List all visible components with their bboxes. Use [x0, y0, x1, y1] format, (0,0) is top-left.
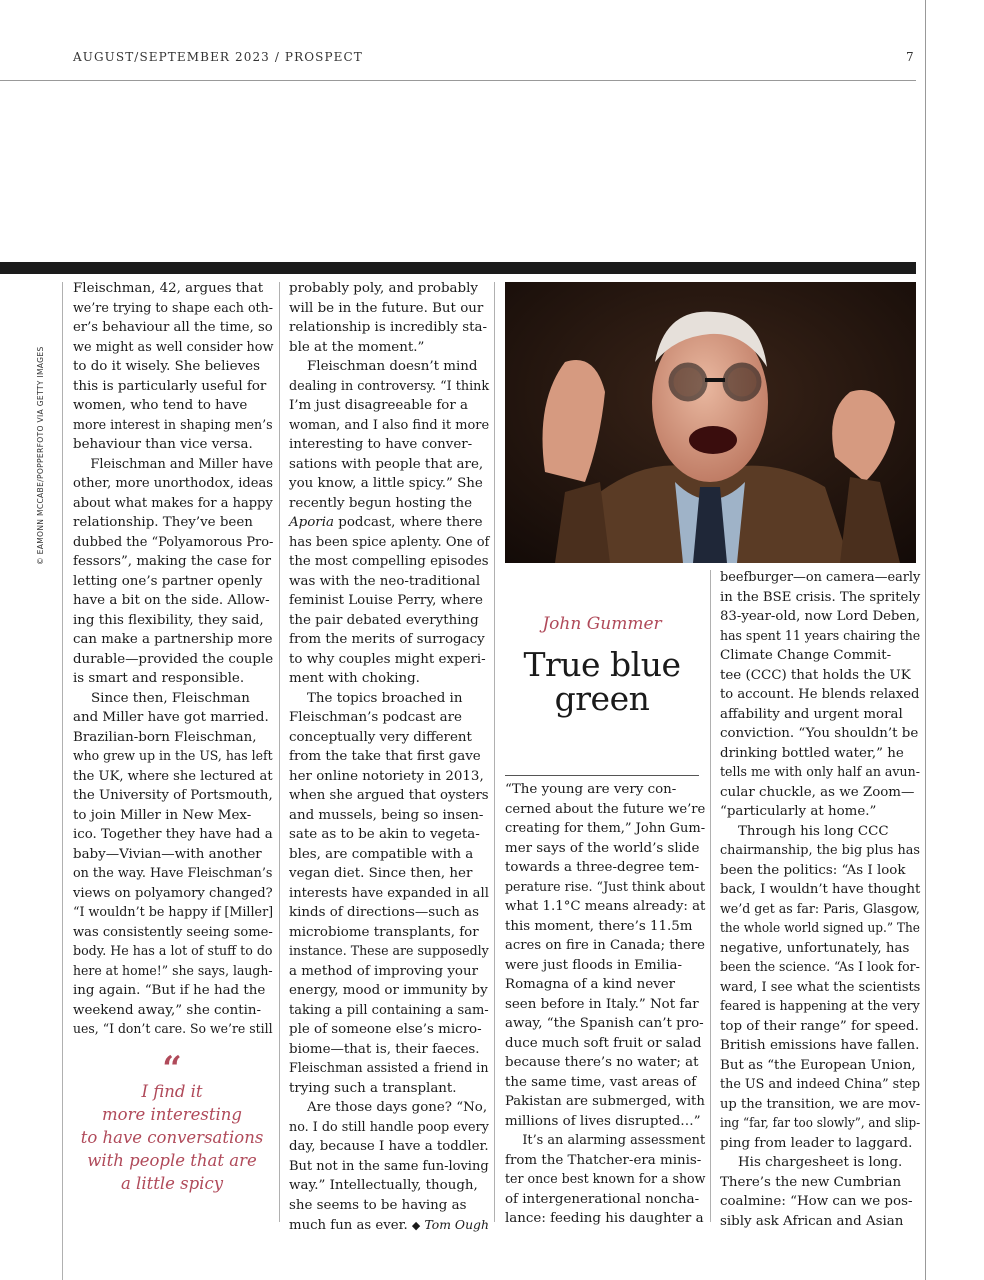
text-line: Climate Change Commit-	[720, 648, 892, 663]
text-line: to do it wisely. She believes	[73, 359, 260, 374]
text-line: day, because I have a toddler.	[289, 1139, 489, 1154]
section-bar	[0, 262, 916, 274]
text-line: the US and indeed China” step	[720, 1077, 921, 1092]
text-line: affability and urgent moral	[720, 706, 903, 722]
text-line: But as “the European Union,	[720, 1057, 916, 1073]
text-line: the most compelling episodes	[289, 554, 489, 569]
text-line: when she argued that oysters	[289, 788, 489, 803]
pull-quote	[72, 1080, 272, 1195]
text-line: mer says of the world’s slide	[505, 840, 700, 856]
text-line: and Miller have got married.	[73, 710, 269, 725]
text-line: negative, unfortunately, has	[720, 940, 910, 956]
text-line: body. He has a lot of stuff to do	[73, 944, 273, 959]
text-line: tee (CCC) that holds the UK	[720, 667, 911, 683]
text-fragment: podcast, where there	[333, 515, 483, 530]
text-line: ple of someone else’s micro-	[289, 1022, 482, 1037]
text-line: we might as well consider how	[73, 339, 274, 355]
text-line: the pair debated everything	[289, 612, 479, 628]
text-line: in the BSE crisis. The spritely	[720, 589, 921, 605]
text-line: There’s the new Cumbrian	[720, 1174, 902, 1190]
text-line: away, “the Spanish can’t pro-	[505, 1016, 704, 1031]
column-rule	[62, 282, 63, 1280]
text-line: 83-year-old, now Lord Deben,	[720, 609, 921, 624]
text-line: er’s behaviour all the time, so	[73, 320, 273, 335]
text-line: conceptually very different	[289, 729, 472, 745]
text-line: was consistently seeing some-	[73, 924, 273, 940]
text-line: drinking bottled water,” he	[720, 745, 904, 761]
text-line: dealing in controversy. “I think	[289, 378, 490, 394]
text-line: ico. Together they have had a	[73, 827, 273, 842]
text-line: instance. These are supposedly	[289, 944, 489, 959]
text-line: to join Miller in New Mex-	[73, 807, 252, 823]
text-line: “particularly at home.”	[720, 804, 877, 819]
text-line: who grew up in the US, has left	[73, 749, 273, 764]
text-line: coalmine: “How can we pos-	[720, 1194, 913, 1209]
text-line: “I wouldn’t be happy if [Miller]	[73, 905, 274, 920]
text-line: microbiome transplants, for	[289, 924, 479, 940]
text-line: a method of improving your	[289, 963, 478, 979]
text-line: acres on fire in Canada; there	[505, 938, 705, 953]
text-line: millions of lives disrupted…”	[505, 1113, 701, 1129]
text-line: biome—that is, their faeces.	[289, 1041, 480, 1057]
text-line: Fleischman doesn’t mind	[307, 359, 478, 374]
text-line: other, more unorthodox, ideas	[73, 476, 273, 491]
text-line: no. I do still handle poop every	[289, 1119, 489, 1135]
end-mark-icon: ◆	[411, 1219, 421, 1232]
text-line: feminist Louise Perry, where	[289, 593, 483, 608]
text-line: is smart and responsible.	[73, 671, 245, 686]
text-line: dubbed the “Polyamorous Pro-	[73, 534, 274, 550]
text-line: we’d get as far: Paris, Glasgow,	[720, 901, 920, 917]
text-line: woman, and I also find it more	[289, 417, 490, 433]
text-line: Romagna of a kind never	[505, 977, 676, 992]
text-line: I’m just disagreeable for a	[289, 398, 468, 413]
text-line: will be in the future. But our	[289, 300, 484, 316]
text-line: this is particularly useful for	[73, 378, 267, 394]
text-line: British emissions have fallen.	[720, 1038, 920, 1053]
text-line: weekend away,” she contin-	[73, 1002, 262, 1018]
column-rule	[494, 282, 495, 1222]
text-line: behaviour than vice versa.	[73, 437, 253, 452]
text-line: the same time, vast areas of	[505, 1074, 697, 1090]
pull-quote-line: I find it	[141, 1082, 203, 1101]
portrait-photo	[505, 282, 916, 563]
text-line: ping from leader to laggard.	[720, 1135, 913, 1151]
text-line: ward, I see what the scientists	[720, 979, 921, 995]
text-line: have a bit on the side. Allow-	[73, 593, 270, 608]
text-line: seen before in Italy.” Not far	[505, 996, 699, 1012]
text-line: from the Thatcher-era minis-	[505, 1152, 702, 1168]
text-line: more interest in shaping men’s	[73, 417, 273, 433]
text-line: Are those days gone? “No,	[307, 1100, 488, 1115]
text-line: chairmanship, the big plus has	[720, 843, 920, 858]
text-line: Brazilian-born Fleischman,	[73, 729, 257, 745]
feature-title-line: green	[554, 679, 650, 718]
byline: Tom Ough	[424, 1217, 489, 1232]
pull-quote-line: to have conversations	[80, 1128, 264, 1147]
pull-quote-line: more interesting	[102, 1105, 242, 1124]
text-line: beefburger—on camera—early	[720, 570, 921, 585]
text-line: ment with choking.	[289, 671, 420, 686]
text-line: from the merits of surrogacy	[289, 632, 485, 647]
text-line: tells me with only half an avun-	[720, 765, 920, 780]
text-line: Fleischman assisted a friend in	[289, 1061, 489, 1076]
text-line: views on polyamory changed?	[73, 885, 273, 901]
text-fragment: much fun as ever.	[289, 1218, 412, 1233]
text-line: feared is happening at the very	[720, 999, 920, 1014]
text-line: Fleischman, 42, argues that	[73, 281, 264, 296]
text-line: cular chuckle, as we Zoom—	[720, 784, 915, 800]
text-line: lance: feeding his daughter a	[505, 1211, 704, 1226]
text-line: and mussels, being so insen-	[289, 807, 484, 823]
feature-title	[505, 645, 699, 718]
text-line: up the transition, we are mov-	[720, 1096, 921, 1112]
page-number: 7	[906, 50, 914, 64]
text-line: baby—Vivian—with another	[73, 846, 262, 862]
text-line: ing this flexibility, they said,	[73, 612, 264, 628]
text-line: cerned about the future we’re	[505, 801, 706, 817]
text-line: her online notoriety in 2013,	[289, 768, 484, 784]
text-line: sations with people that are,	[289, 456, 484, 472]
text-line: been the science. “As I look for-	[720, 960, 920, 975]
text-line: back, I wouldn’t have thought	[720, 882, 921, 897]
text-line: relationship. They’ve been	[73, 515, 253, 530]
text-line: was with the neo-traditional	[289, 573, 481, 589]
text-line: perature rise. “Just think about	[505, 879, 706, 895]
text-line: kinds of directions—such as	[289, 905, 480, 920]
text-line: The topics broached in	[307, 690, 463, 706]
text-line: fessors”, making the case for	[73, 554, 271, 569]
text-line: “The young are very con-	[505, 782, 677, 797]
text-line: been the politics: “As I look	[720, 862, 906, 878]
text-line: duce much soft fruit or salad	[505, 1035, 702, 1051]
pull-quote-mark: “	[162, 1049, 182, 1089]
text-line: relationship is incredibly sta-	[289, 320, 487, 335]
text-line: Fleischman’s podcast are	[289, 710, 462, 725]
text-line: the University of Portsmouth,	[73, 788, 273, 803]
text-line: creating for them,” John Gum-	[505, 821, 706, 836]
text-line: ing “far, far too slowly”, and slip-	[720, 1116, 921, 1131]
text-line	[289, 513, 489, 533]
text-line: ble at the moment.”	[289, 339, 425, 355]
text-line: Through his long CCC	[738, 823, 889, 839]
text-line: this moment, there’s 11.5m	[505, 918, 693, 934]
text-line: Pakistan are submerged, with	[505, 1094, 705, 1109]
text-line: what 1.1°C means already: at	[505, 899, 706, 914]
article-column-4	[720, 568, 920, 1231]
text-line: of intergenerational noncha-	[505, 1191, 700, 1207]
text-line: about what makes for a happy	[73, 495, 273, 511]
text-line: we’re trying to shape each oth-	[73, 300, 274, 316]
pull-quote-line: with people that are	[87, 1151, 257, 1170]
text-line: because there’s no water; at	[505, 1055, 699, 1070]
column-rule	[279, 282, 280, 1222]
text-line: she seems to be having as	[289, 1197, 467, 1213]
text-line: recently begun hosting the	[289, 495, 473, 511]
text-line: women, who tend to have	[73, 398, 248, 413]
text-line: you know, a little spicy.” She	[289, 476, 483, 491]
column-rule	[710, 570, 711, 1222]
podcast-title: Aporia	[289, 515, 334, 530]
running-head: AUGUST/SEPTEMBER 2023 / PROSPECT	[73, 50, 363, 64]
title-rule	[505, 775, 699, 776]
text-line: ter once best known for a show	[505, 1172, 706, 1187]
text-line: has spent 11 years chairing the	[720, 628, 921, 644]
text-line: the UK, where she lectured at	[73, 768, 273, 784]
text-line: interests have expanded in all	[289, 885, 489, 901]
article-column-1	[73, 279, 273, 1040]
text-line: from the take that first gave	[289, 749, 481, 764]
text-line: conviction. “You shouldn’t be	[720, 726, 919, 741]
text-line: has been spice aplenty. One of	[289, 534, 490, 550]
text-line: But not in the same fun-loving	[289, 1158, 489, 1174]
text-line: here at home!” she says, laugh-	[73, 963, 273, 979]
text-line: sibly ask African and Asian	[720, 1213, 904, 1229]
text-line: probably poly, and probably	[289, 281, 478, 296]
text-line: the whole world signed up.” The	[720, 921, 920, 936]
text-line: energy, mood or immunity by	[289, 983, 488, 998]
text-line: Fleischman and Miller have	[90, 456, 273, 472]
text-line: top of their range” for speed.	[720, 1018, 919, 1034]
text-line: to why couples might experi-	[289, 651, 486, 667]
page-edge-rule	[925, 0, 926, 1280]
text-line: sate as to be akin to vegeta-	[289, 827, 480, 842]
text-line: Since then, Fleischman	[91, 690, 250, 706]
text-line: were just floods in Emilia-	[505, 957, 683, 973]
feature-kicker: John Gummer	[542, 614, 662, 634]
text-line: His chargesheet is long.	[738, 1155, 903, 1170]
article-column-2	[289, 279, 489, 1236]
text-line: durable—provided the couple	[73, 651, 274, 667]
text-line: ing again. “But if he had the	[73, 983, 266, 998]
text-line: to account. He blends relaxed	[720, 687, 920, 702]
text-line: vegan diet. Since then, her	[289, 866, 473, 881]
text-line: taking a pill containing a sam-	[289, 1002, 489, 1018]
text-line: on the way. Have Fleischman’s	[73, 866, 273, 881]
text-line: interesting to have conver-	[289, 437, 473, 452]
text-line	[289, 1215, 487, 1236]
text-line: bles, are compatible with a	[289, 846, 474, 862]
text-line: towards a three-degree tem-	[505, 860, 700, 875]
pull-quote-line: a little spicy	[120, 1174, 224, 1193]
text-line: can make a partnership more	[73, 632, 273, 647]
portrait-photo-illustration	[505, 282, 916, 563]
text-line: trying such a transplant.	[289, 1080, 457, 1096]
article-column-3	[505, 780, 705, 1229]
text-line: letting one’s partner openly	[73, 573, 263, 589]
text-line: It’s an alarming assessment	[522, 1133, 706, 1148]
feature-title-line: True blue	[523, 645, 681, 684]
header-rule	[0, 80, 916, 81]
text-line: ues, “I don’t care. So we’re still	[73, 1022, 273, 1037]
text-line: way.” Intellectually, though,	[289, 1178, 478, 1193]
photo-credit: © EAMONN MCCABE/POPPERFOTO VIA GETTY IMAGES	[36, 346, 45, 565]
